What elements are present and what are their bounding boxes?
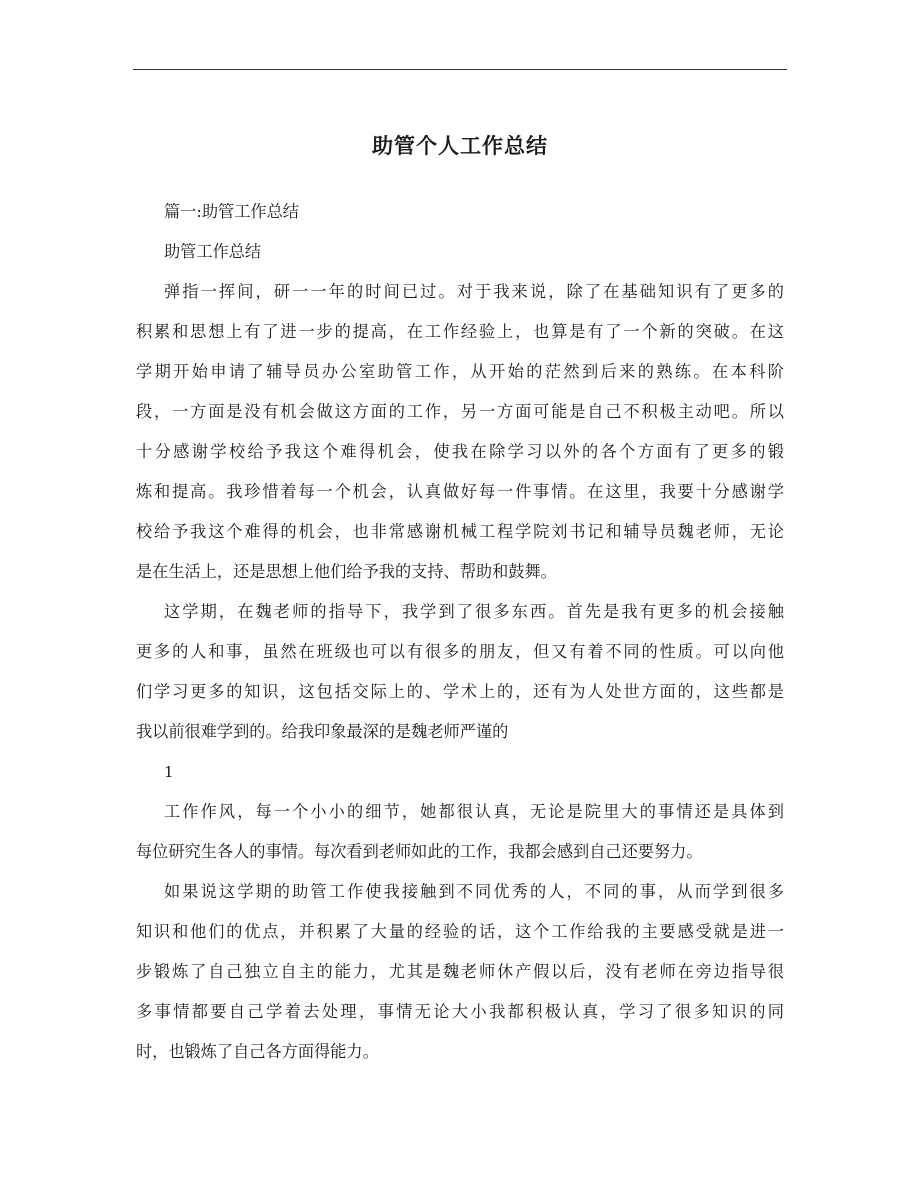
paragraph-3 (136, 792, 784, 872)
paragraph-line: 知识和他们的优点，并积累了大量的经验的话，这个工作给我的主要感受就是进一 (136, 922, 784, 941)
paragraph-line: 段，一方面是没有机会做这方面的工作，另一方面可能是自己不积极主动吧。所以 (136, 402, 784, 421)
paragraph-line: 们学习更多的知识，这包括交际上的、学术上的，还有为人处世方面的，这些都是 (136, 682, 784, 701)
document-body (136, 192, 784, 1072)
subheading: 助管工作总结 (164, 242, 262, 261)
paragraph-line: 是在生活上，还是思想上他们给予我的支持、帮助和鼓舞。 (136, 562, 557, 581)
paragraph-line: 十分感谢学校给予我这个难得机会，使我在除学习以外的各个方面有了更多的锻 (136, 442, 784, 461)
paragraph-line: 弹指一挥间，研一一年的时间已过。对于我来说，除了在基础知识有了更多的 (164, 282, 784, 301)
paragraph-2 (136, 592, 784, 752)
section-heading: 篇一:助管工作总结 (164, 202, 299, 221)
paragraph-line: 每位研究生各人的事情。每次看到老师如此的工作，我都会感到自己还要努力。 (136, 842, 703, 861)
page-number: 1 (164, 763, 174, 781)
paragraph-line: 多事情都要自己学着去处理，事情无论大小我都积极认真，学习了很多知识的同 (136, 1002, 784, 1021)
document-title: 助管个人工作总结 (372, 133, 548, 158)
paragraph-line: 如果说这学期的助管工作使我接触到不同优秀的人，不同的事，从而学到很多 (164, 882, 784, 901)
paragraph-line: 校给予我这个难得的机会，也非常感谢机械工程学院刘书记和辅导员魏老师，无论 (136, 522, 784, 541)
paragraph-line: 工作作风，每一个小小的细节，她都很认真，无论是院里大的事情还是具体到 (164, 802, 784, 821)
paragraph-line: 这学期，在魏老师的指导下，我学到了很多东西。首先是我有更多的机会接触 (164, 602, 784, 621)
paragraph-line: 步锻炼了自己独立自主的能力，尤其是魏老师休产假以后，没有老师在旁边指导很 (136, 962, 784, 981)
paragraph-4 (136, 872, 784, 1072)
paragraph-1 (136, 272, 784, 592)
paragraph-line: 积累和思想上有了进一步的提高，在工作经验上，也算是有了一个新的突破。在这 (136, 322, 784, 341)
paragraph-line: 我以前很难学到的。给我印象最深的是魏老师严谨的 (136, 722, 509, 741)
paragraph-line: 更多的人和事，虽然在班级也可以有很多的朋友，但又有着不同的性质。可以向他 (136, 642, 784, 661)
header-rule (133, 69, 787, 70)
paragraph-line: 学期开始申请了辅导员办公室助管工作，从开始的茫然到后来的熟练。在本科阶 (136, 362, 784, 381)
paragraph-line: 炼和提高。我珍惜着每一个机会，认真做好每一件事情。在这里，我要十分感谢学 (136, 482, 784, 501)
paragraph-line: 时，也锻炼了自己各方面得能力。 (136, 1042, 379, 1061)
